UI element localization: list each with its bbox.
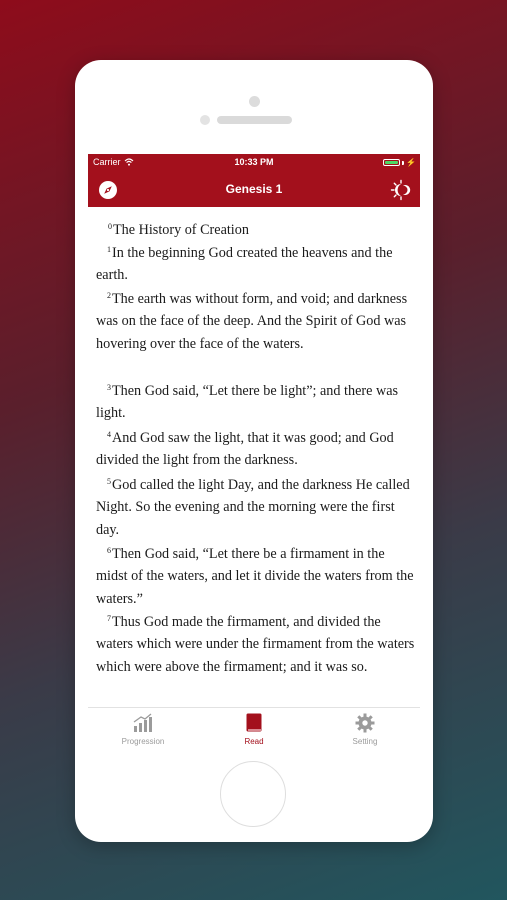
page-title: Genesis 1 (225, 182, 283, 196)
charging-icon: ⚡ (406, 158, 416, 167)
tab-label: Progression (121, 737, 165, 746)
scripture-content (88, 207, 420, 707)
battery-icon (383, 159, 400, 166)
verse-text: In the beginning God created the heavens and the earth. (96, 245, 393, 284)
verse (96, 239, 416, 287)
bar-chart-icon (133, 713, 153, 733)
status-time: 10:33 PM (234, 157, 274, 167)
proximity-sensor (200, 115, 210, 125)
verse (96, 285, 416, 355)
heading-marker: 0 (108, 222, 112, 231)
verse-number: 5 (107, 477, 111, 486)
verse-text: Thus God made the firmament, and divided the waters which were under the firmament from the waters which were above the firmament; and it was so. (96, 614, 415, 675)
navigation-bar (88, 172, 420, 207)
verse (96, 540, 416, 610)
battery-indicator (383, 158, 416, 167)
verse-number: 2 (107, 291, 111, 300)
verse-text: Then God said, “Let there be a firmament in the midst of the waters, and let it divide the waters from the waters.” (96, 546, 414, 607)
carrier-label: Carrier (93, 157, 121, 167)
tab-label: Setting (352, 737, 378, 746)
tab-label: Read (244, 737, 264, 746)
book-icon (244, 713, 264, 733)
earpiece-speaker (217, 116, 292, 124)
verse-text: God called the light Day, and the darkness He called Night. So the evening and the morning were the first day. (96, 477, 410, 538)
section-heading-text: The History of Creation (113, 222, 249, 238)
verse-text: Then God said, “Let there be light”; and there was light. (96, 383, 399, 422)
verse-number: 1 (107, 245, 111, 254)
verse-number: 3 (107, 383, 111, 392)
verse (96, 471, 416, 541)
verse (96, 377, 416, 425)
status-bar (88, 154, 420, 172)
verse-number: 7 (107, 614, 111, 623)
tab-setting[interactable] (310, 708, 420, 754)
verse (96, 608, 416, 678)
app-screen (88, 154, 420, 754)
front-camera (249, 96, 260, 107)
phone-frame (75, 60, 433, 842)
home-button[interactable] (220, 761, 286, 827)
night-mode-icon[interactable] (390, 179, 412, 201)
section-heading (108, 216, 249, 241)
tab-progression[interactable] (88, 708, 198, 754)
verse (96, 424, 416, 472)
tab-bar (88, 707, 420, 754)
verse-number: 4 (107, 430, 111, 439)
verse-number: 6 (107, 546, 111, 555)
gear-icon (355, 713, 375, 733)
verse-text: And God saw the light, that it was good; and God divided the light from the darkness. (96, 430, 394, 469)
tab-read[interactable] (199, 708, 309, 754)
verse-text: The earth was without form, and void; and darkness was on the face of the deep. And the Spirit of God was hovering over the face of the waters. (96, 291, 408, 352)
